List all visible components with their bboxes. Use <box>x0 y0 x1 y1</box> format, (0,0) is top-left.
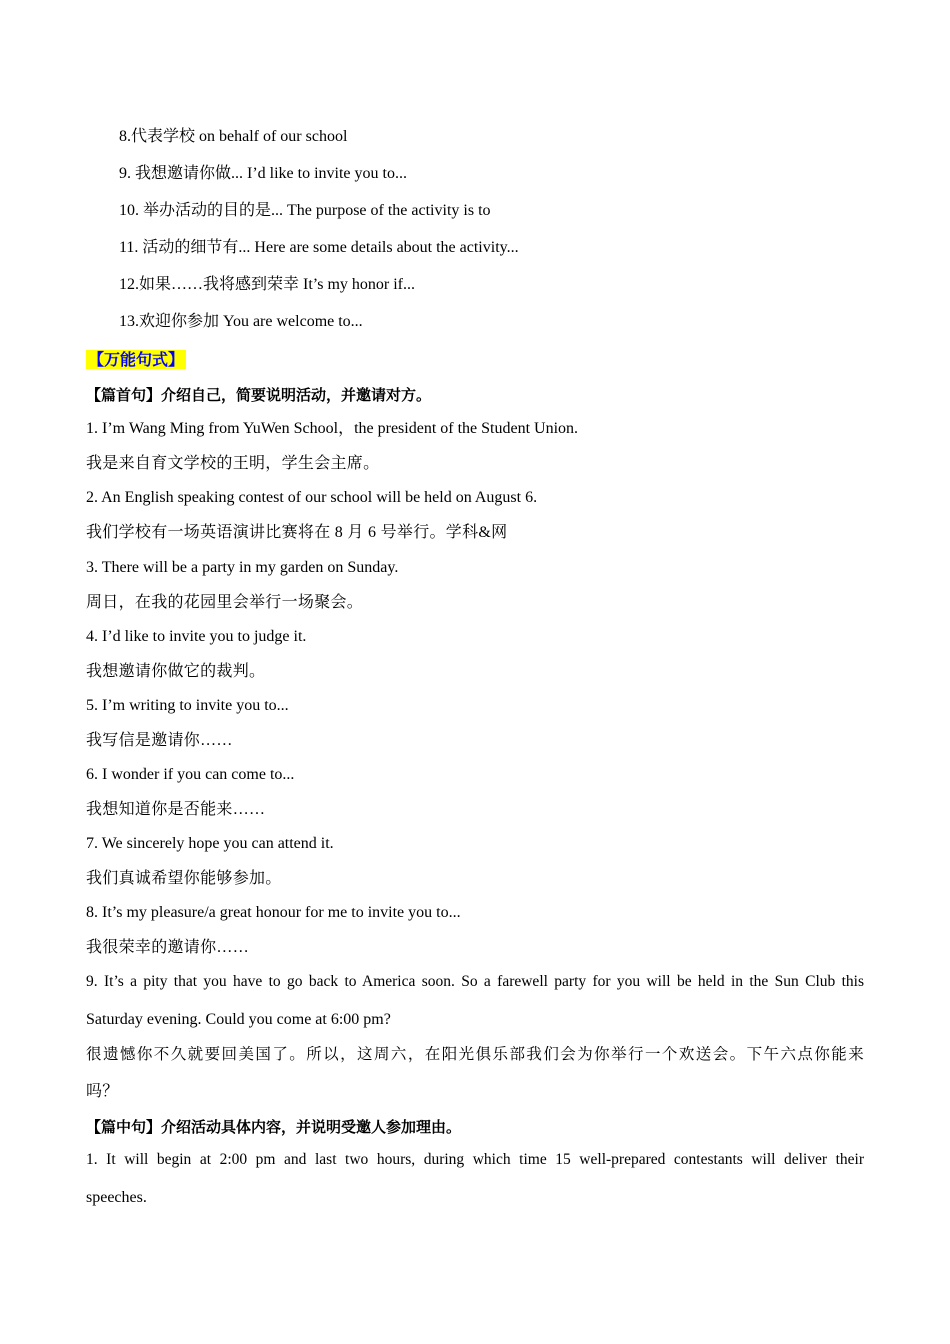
opening-sentence-en: 7. We sincerely hope you can attend it. <box>86 835 334 852</box>
phrase-13: 13.欢迎你参加 You are welcome to... <box>119 313 363 330</box>
opening-sentence-en: 1. I’m Wang Ming from YuWen School，the president of the Student Union. <box>86 420 579 437</box>
opening-sentence-en: 8. It’s my pleasure/a great honour for me to invite you to... <box>86 904 461 921</box>
opening-sentence-en: 3. There will be a party in my garden on Sunday. <box>86 559 399 576</box>
middle-sentence-1-line2: speeches. <box>86 1189 147 1206</box>
phrase-12: 12.如果……我将感到荣幸 It’s my honor if... <box>119 276 415 293</box>
phrase-9: 9. 我想邀请你做... I’d like to invite you to... <box>119 165 407 182</box>
middle-heading: 【篇中句】介绍活动具体内容，并说明受邀人参加理由。 <box>86 1118 462 1136</box>
opening-sentence-en: 4. I’d like to invite you to judge it. <box>86 628 307 645</box>
opening-sentence-9-cn-line1: 很遗憾你不久就要回美国了。所以，这周六，在阳光俱乐部我们会为你举行一个欢送会。下午六点你能来 <box>86 1046 864 1063</box>
opening-sentence-cn: 我们真诚希望你能够参加。 <box>86 870 282 887</box>
opening-heading: 【篇首句】介绍自己，简要说明活动，并邀请对方。 <box>86 386 432 404</box>
middle-sentence-1-line1: 1. It will begin at 2:00 pm and last two hours, during which time 15 well-prepared contestants will deliver their <box>86 1151 864 1168</box>
section-title <box>86 350 864 371</box>
opening-sentence-cn: 周日，在我的花园里会举行一场聚会。 <box>86 594 364 611</box>
opening-sentence-en: 2. An English speaking contest of our school will be held on August 6. <box>86 489 538 506</box>
opening-sentence-cn: 我很荣幸的邀请你…… <box>86 939 250 956</box>
opening-sentence-9-en-line1: 9. It’s a pity that you have to go back to America soon. So a farewell party for you will be held in the Sun Club this <box>86 973 864 990</box>
section-title-text: 【万能句式】 <box>88 350 185 369</box>
opening-sentence-cn: 我写信是邀请你…… <box>86 732 233 749</box>
opening-sentence-cn: 我想知道你是否能来…… <box>86 801 266 818</box>
opening-sentence-9-en-line2: Saturday evening. Could you come at 6:00 pm? <box>86 1011 391 1028</box>
opening-sentence-cn: 我们学校有一场英语演讲比赛将在 8 月 6 号举行。学科&网 <box>86 524 508 541</box>
opening-sentence-9-cn-line2: 吗？ <box>86 1083 119 1100</box>
opening-sentence-cn: 我想邀请你做它的裁判。 <box>86 663 266 680</box>
phrase-8: 8.代表学校 on behalf of our school <box>119 128 348 145</box>
phrase-10: 10. 举办活动的目的是... The purpose of the activity is to <box>119 202 491 219</box>
phrase-11: 11. 活动的细节有... Here are some details about the activity... <box>119 239 519 256</box>
opening-sentence-en: 6. I wonder if you can come to... <box>86 766 295 783</box>
opening-sentence-en: 5. I’m writing to invite you to... <box>86 697 289 714</box>
opening-sentence-cn: 我是来自育文学校的王明，学生会主席。 <box>86 455 380 472</box>
